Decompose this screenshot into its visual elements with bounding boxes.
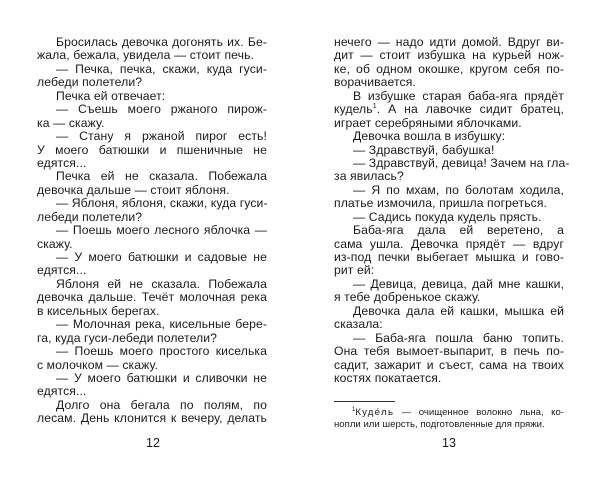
text-line xyxy=(334,63,564,76)
text-line xyxy=(37,372,267,385)
text-line xyxy=(334,76,564,89)
text-line-content: — Поешь моего лесного яблочка — xyxy=(56,223,267,238)
footnote-marker: 1 xyxy=(352,406,356,413)
text-line xyxy=(37,130,267,143)
text-line xyxy=(334,103,564,116)
text-line-content: из-под печки выбегает мышка и гово- xyxy=(334,250,564,264)
text-line xyxy=(37,305,267,318)
text-line-content: лебеди полетели? xyxy=(37,75,143,90)
text-line-content: нечего — надо идти домой. Вдруг ви- xyxy=(334,35,564,49)
text-line xyxy=(37,49,267,62)
right-page-text xyxy=(334,35,570,385)
text-line-continuation: . А на лавочке сидит братец, xyxy=(376,102,564,117)
text-line-content: — Поешь моего простого киселька xyxy=(56,344,267,359)
text-line xyxy=(334,36,564,49)
text-line xyxy=(37,103,267,116)
text-line-content: сама ушла. Девочка прядёт — вдруг xyxy=(334,236,564,251)
text-line-content: едятся... xyxy=(37,263,87,278)
text-line xyxy=(37,184,267,197)
text-line-content: рит ей: xyxy=(334,263,375,278)
text-line xyxy=(334,305,564,318)
text-line-content: ворачивается. xyxy=(334,75,416,90)
text-line-content: — Садись покуда кудель прясть. xyxy=(353,209,542,224)
text-line-content: дит — стоит избушка на курьей нож- xyxy=(334,48,564,63)
text-line xyxy=(334,359,564,372)
text-line-content: кудель xyxy=(334,102,373,117)
text-line-content: играет серебряными яблочками. xyxy=(334,115,522,130)
text-line-content: платье измочила, пришла погреться. xyxy=(334,196,548,211)
text-line xyxy=(334,238,564,251)
text-line xyxy=(334,345,564,358)
footnote-line xyxy=(334,407,564,419)
text-line-content: — Молочная река, кисельные бере- xyxy=(56,317,267,332)
text-line xyxy=(334,291,564,304)
text-line-content: за явилась? xyxy=(334,169,404,184)
text-line xyxy=(37,264,267,277)
text-line-content: Печка ей не сказала. Побежала xyxy=(56,169,267,184)
text-line-content: — У моего батюшки и садовые не xyxy=(56,250,267,264)
text-line-content: девочка дальше — стоит яблоня. xyxy=(37,182,230,197)
footnote-divider xyxy=(334,401,395,402)
text-line-content: в кисельных берегах. xyxy=(37,303,160,318)
text-line-content: — Здравствуй, бабушка! xyxy=(353,142,495,157)
text-line-content: жала, бежала, увидела — стоит печь. xyxy=(37,48,255,63)
footnote-reference: 1 xyxy=(372,103,377,111)
text-line-content: В избушке старая баба-яга прядёт xyxy=(353,88,564,103)
left-page-text xyxy=(37,36,267,426)
text-line xyxy=(334,144,564,157)
text-line xyxy=(334,117,564,130)
text-line xyxy=(37,318,267,331)
text-line xyxy=(334,224,564,237)
text-line xyxy=(37,412,267,425)
text-line xyxy=(334,197,564,210)
text-line xyxy=(334,251,564,264)
text-line xyxy=(37,170,267,183)
text-line xyxy=(334,278,564,291)
text-line-content: я тебе добренькое скажу. xyxy=(334,290,481,305)
text-line xyxy=(334,90,564,103)
text-line-content: — Здравствуй, девица! Зачем на гла- xyxy=(353,155,570,170)
text-line xyxy=(37,76,267,89)
text-line xyxy=(37,144,267,157)
text-line-content: — Я по мхам, по болотам ходила, xyxy=(353,182,564,197)
text-line-content: — Яблоня, яблоня, скажи, куда гуси- xyxy=(56,196,268,211)
text-line-content: лесам. День клонится к вечеру, делать xyxy=(37,411,267,426)
text-line-content: с молочком — скажу. xyxy=(37,357,158,372)
text-line xyxy=(37,278,267,291)
text-line-content: ке, об одном окошке, кругом себя по- xyxy=(334,61,564,76)
right-page xyxy=(300,0,600,480)
page-number: 13 xyxy=(442,436,456,450)
text-line xyxy=(334,155,570,170)
text-line xyxy=(334,49,564,62)
text-line-content: сказала: xyxy=(334,317,383,332)
text-line-content: костях покатается. xyxy=(334,370,442,385)
footnote xyxy=(334,407,564,430)
text-line xyxy=(37,238,267,251)
text-line-content: едятся... xyxy=(37,384,87,399)
footnote-line: нопли или шерсть, подготовленные для пряжи. xyxy=(334,418,545,430)
text-line xyxy=(37,197,267,210)
text-line xyxy=(334,264,564,277)
text-line-content: — Печка, печка, скажи, куда гуси- xyxy=(56,61,267,76)
text-line xyxy=(37,291,267,304)
text-line xyxy=(37,90,267,103)
text-line-content: У моего батюшки и пшеничные не xyxy=(37,142,267,157)
text-line-content: Баба-яга дала ей веретено, а xyxy=(353,223,564,238)
text-line xyxy=(37,345,267,358)
text-line-content: — У моего батюшки и сливочки не xyxy=(56,370,267,385)
text-line-content: — Девица, девица, дай мне кашки, xyxy=(353,276,564,291)
text-line-content: Долго она бегала по полям, по xyxy=(56,397,267,412)
text-line xyxy=(37,63,267,76)
text-line-content: скажу. xyxy=(37,236,73,251)
text-line-content: Девочка дала ей кашки, мышка ей xyxy=(353,303,564,318)
text-line-content: Печка ей отвечает: xyxy=(56,88,166,103)
text-line xyxy=(37,117,267,130)
text-line-content: девочка дальше. Течёт молочная река xyxy=(37,290,267,305)
text-line-content: Она тебя вымоет-выпарит, в печь по- xyxy=(334,344,564,359)
text-line xyxy=(37,211,267,224)
text-line xyxy=(37,36,267,49)
text-line xyxy=(37,251,267,264)
text-line xyxy=(37,332,267,345)
text-line-content: ка — скажу. xyxy=(37,115,105,130)
text-line-content: — Баба-яга пошла баню топить. xyxy=(353,330,564,345)
footnote-term: Куде́ль xyxy=(355,407,395,418)
text-line-content: садит, зажарит и съест, сама на твоих xyxy=(334,357,564,372)
text-line xyxy=(334,211,564,224)
page-number: 12 xyxy=(146,436,160,450)
text-line xyxy=(334,130,564,143)
text-line xyxy=(334,318,564,331)
footnote-definition: — очищенное волокно льна, ко- xyxy=(394,407,564,418)
text-line-content: Бросилась девочка догонять их. Бе- xyxy=(56,35,267,49)
text-line-content: едятся... xyxy=(37,155,87,170)
text-line xyxy=(37,385,267,398)
text-line xyxy=(334,332,564,345)
text-line xyxy=(334,170,564,183)
text-line-content: Яблоня ей не сказала. Побежала xyxy=(56,276,267,291)
text-line xyxy=(334,372,564,385)
text-line xyxy=(37,399,267,412)
text-line-content: лебеди полетели? xyxy=(37,209,143,224)
text-line-content: га, куда гуси-лебеди полетели? xyxy=(37,330,218,345)
text-line-content: Девочка вошла в избушку: xyxy=(353,129,506,144)
text-line xyxy=(37,359,267,372)
text-line xyxy=(37,157,267,170)
text-line xyxy=(334,184,564,197)
text-line xyxy=(37,224,267,237)
text-line-content: — Стану я ржаной пирог есть! xyxy=(56,129,267,144)
text-line-content: — Съешь моего ржаного пирож- xyxy=(56,102,267,117)
